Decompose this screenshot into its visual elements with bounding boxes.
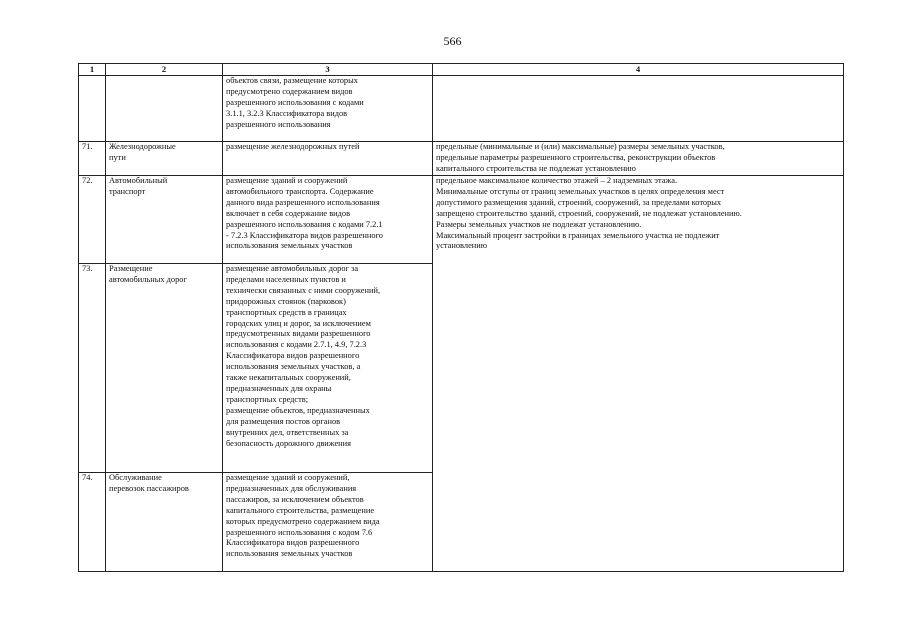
row-number: 73. bbox=[79, 264, 106, 473]
row-description: размещение автомобильных дорог за пределами населенных пунктов и технически связанных с ними сооружений, придорожных стоянок (парковок) транспортных средств в границах городских улиц и дорог, за исключением предусмотренных видами разрешенного использования с кодами 2.7.1, 4.9, 7.2.3 Классификатора видов разрешенного использования земельных участков, а также некапитальных сооружений, предназначенных для охраны транспортных средств; размещение объектов, предназначенных для размещения постов органов внутренних дел, ответственных за безопасность дорожного движения bbox=[223, 264, 433, 473]
row-name: Автомобильный транспорт bbox=[106, 176, 223, 264]
table-row-72 bbox=[79, 176, 844, 264]
row-description: размещение зданий и сооружений автомобильного транспорта. Содержание данного вида разрешенного использования включает в себя содержание видов разрешенного использования с кодами 7.2.1 - 7.2.3 Классификатора видов разрешенного использования земельных участков bbox=[223, 176, 433, 264]
row-description: размещение зданий и сооружений, предназначенных для обслуживания пассажиров, за исключением объектов капитального строительства, размещение которых предусмотрено содержанием вида разрешенного использования с кодом 7.6 Классификатора видов разрешенного использования земельных участков bbox=[223, 473, 433, 572]
row-number bbox=[79, 76, 106, 142]
header-col-3: 3 bbox=[223, 64, 433, 76]
header-col-1: 1 bbox=[79, 64, 106, 76]
zoning-regulations-table bbox=[78, 63, 844, 572]
header-col-2: 2 bbox=[106, 64, 223, 76]
row-number: 74. bbox=[79, 473, 106, 572]
page-number: 566 bbox=[443, 34, 462, 48]
header-col-4: 4 bbox=[433, 64, 844, 76]
row-description: размещение железнодорожных путей bbox=[223, 142, 433, 176]
row-parameters-merged: предельное максимальное количество этажей – 2 надземных этажа. Минимальные отступы от границ земельных участков в целях определения мест допустимого размещения зданий, строений, сооружений, за пределами которых запрещено строительство зданий, строений, сооружений, не подлежат установлению. Размеры земельных участков не подлежат установлению. Максимальный процент застройки в границах земельного участка не подлежит установлению bbox=[433, 176, 844, 572]
row-name: Обслуживание перевозок пассажиров bbox=[106, 473, 223, 572]
table-row-71 bbox=[79, 142, 844, 176]
row-parameters bbox=[433, 76, 844, 142]
table-row-continuation bbox=[79, 76, 844, 142]
row-number: 71. bbox=[79, 142, 106, 176]
row-description: объектов связи, размещение которых предусмотрено содержанием видов разрешенного использования с кодами 3.1.1, 3.2.3 Классификатора видов разрешенного использования bbox=[223, 76, 433, 142]
row-name: Железнодорожные пути bbox=[106, 142, 223, 176]
row-parameters: предельные (минимальные и (или) максимальные) размеры земельных участков, предельные параметры разрешенного строительства, реконструкции объектов капитального строительства не подлежат установлению bbox=[433, 142, 844, 176]
row-number: 72. bbox=[79, 176, 106, 264]
header-row bbox=[79, 64, 844, 76]
row-name bbox=[106, 76, 223, 142]
row-name: Размещение автомобильных дорог bbox=[106, 264, 223, 473]
